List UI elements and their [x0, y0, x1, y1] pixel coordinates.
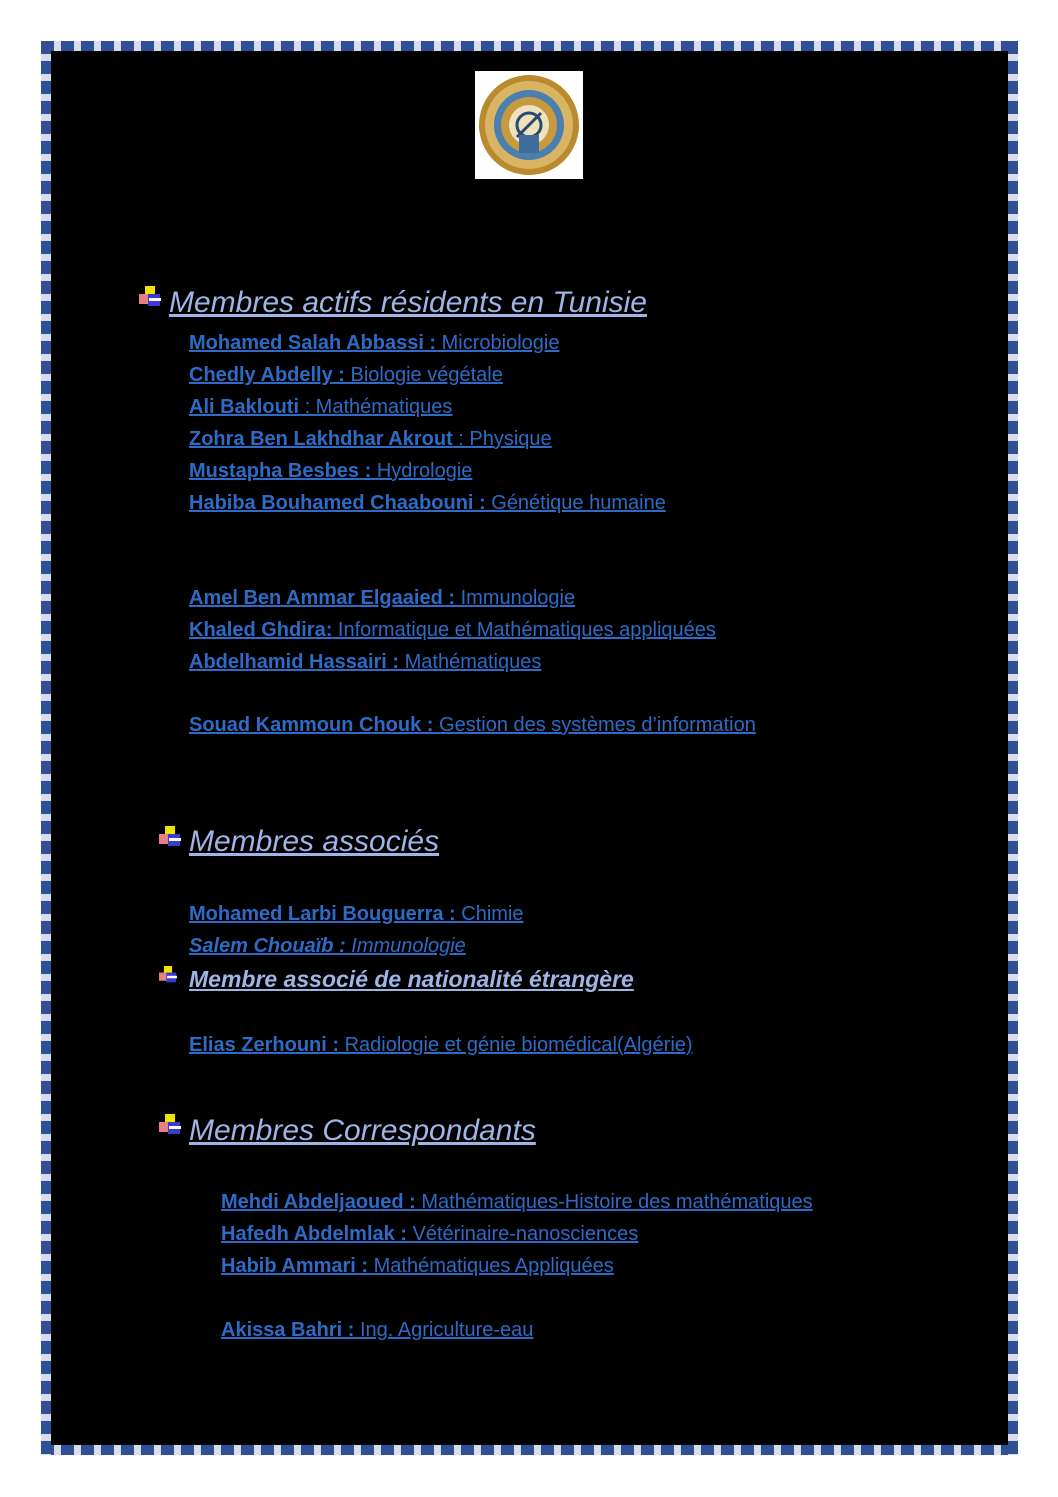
member-entry[interactable]: Amel Ben Ammar Elgaaied : Immunologie: [189, 587, 576, 609]
member-entry[interactable]: Mehdi Abdeljaoued : Mathématiques-Histoire des mathématiques: [221, 1191, 813, 1213]
member-entry[interactable]: Akissa Bahri : Ing. Agriculture-eau: [221, 1319, 534, 1341]
section-heading[interactable]: Membres associés: [189, 825, 440, 858]
page-border-bottom: [41, 1445, 1018, 1455]
member-entry[interactable]: Khaled Ghdira: Informatique et Mathématiques appliquées: [189, 619, 716, 641]
section-heading[interactable]: Membres actifs résidents en Tunisie: [169, 286, 647, 319]
page-border-top: [41, 41, 1018, 51]
member-entry[interactable]: Habiba Bouhamed Chaabouni : Génétique humaine: [189, 492, 666, 514]
bullet-icon: [159, 826, 181, 848]
member-entry[interactable]: Hafedh Abdelmlak : Vétérinaire-nanosciences: [221, 1223, 639, 1245]
member-entry[interactable]: Abdelhamid Hassairi : Mathématiques: [189, 651, 542, 673]
page-border-left: [41, 41, 51, 1455]
section-heading[interactable]: Membre associé de nationalité étrangère: [189, 966, 634, 992]
member-entry[interactable]: Zohra Ben Lakhdhar Akrout : Physique: [189, 428, 552, 450]
member-entry[interactable]: Souad Kammoun Chouk : Gestion des systèmes d’information: [189, 714, 756, 736]
member-entry[interactable]: Mohamed Larbi Bouguerra : Chimie: [189, 903, 524, 925]
member-entry[interactable]: Ali Baklouti : Mathématiques: [189, 396, 453, 418]
bullet-icon: [159, 966, 177, 984]
member-entry[interactable]: Chedly Abdelly : Biologie végétale: [189, 364, 503, 386]
section-heading[interactable]: Membres Correspondants: [189, 1114, 536, 1147]
member-entry[interactable]: Elias Zerhouni : Radiologie et génie biomédical(Algérie): [189, 1034, 693, 1056]
member-entry[interactable]: Habib Ammari : Mathématiques Appliquées: [221, 1255, 614, 1277]
page-border-right: [1008, 41, 1018, 1455]
member-entry[interactable]: Mohamed Salah Abbassi : Microbiologie: [189, 332, 560, 354]
academy-seal-icon: [475, 71, 583, 179]
member-entry[interactable]: Salem Chouaïb : Immunologie: [189, 935, 466, 957]
bullet-icon: [139, 286, 161, 308]
member-entry[interactable]: Mustapha Besbes : Hydrologie: [189, 460, 473, 482]
bullet-icon: [159, 1114, 181, 1136]
